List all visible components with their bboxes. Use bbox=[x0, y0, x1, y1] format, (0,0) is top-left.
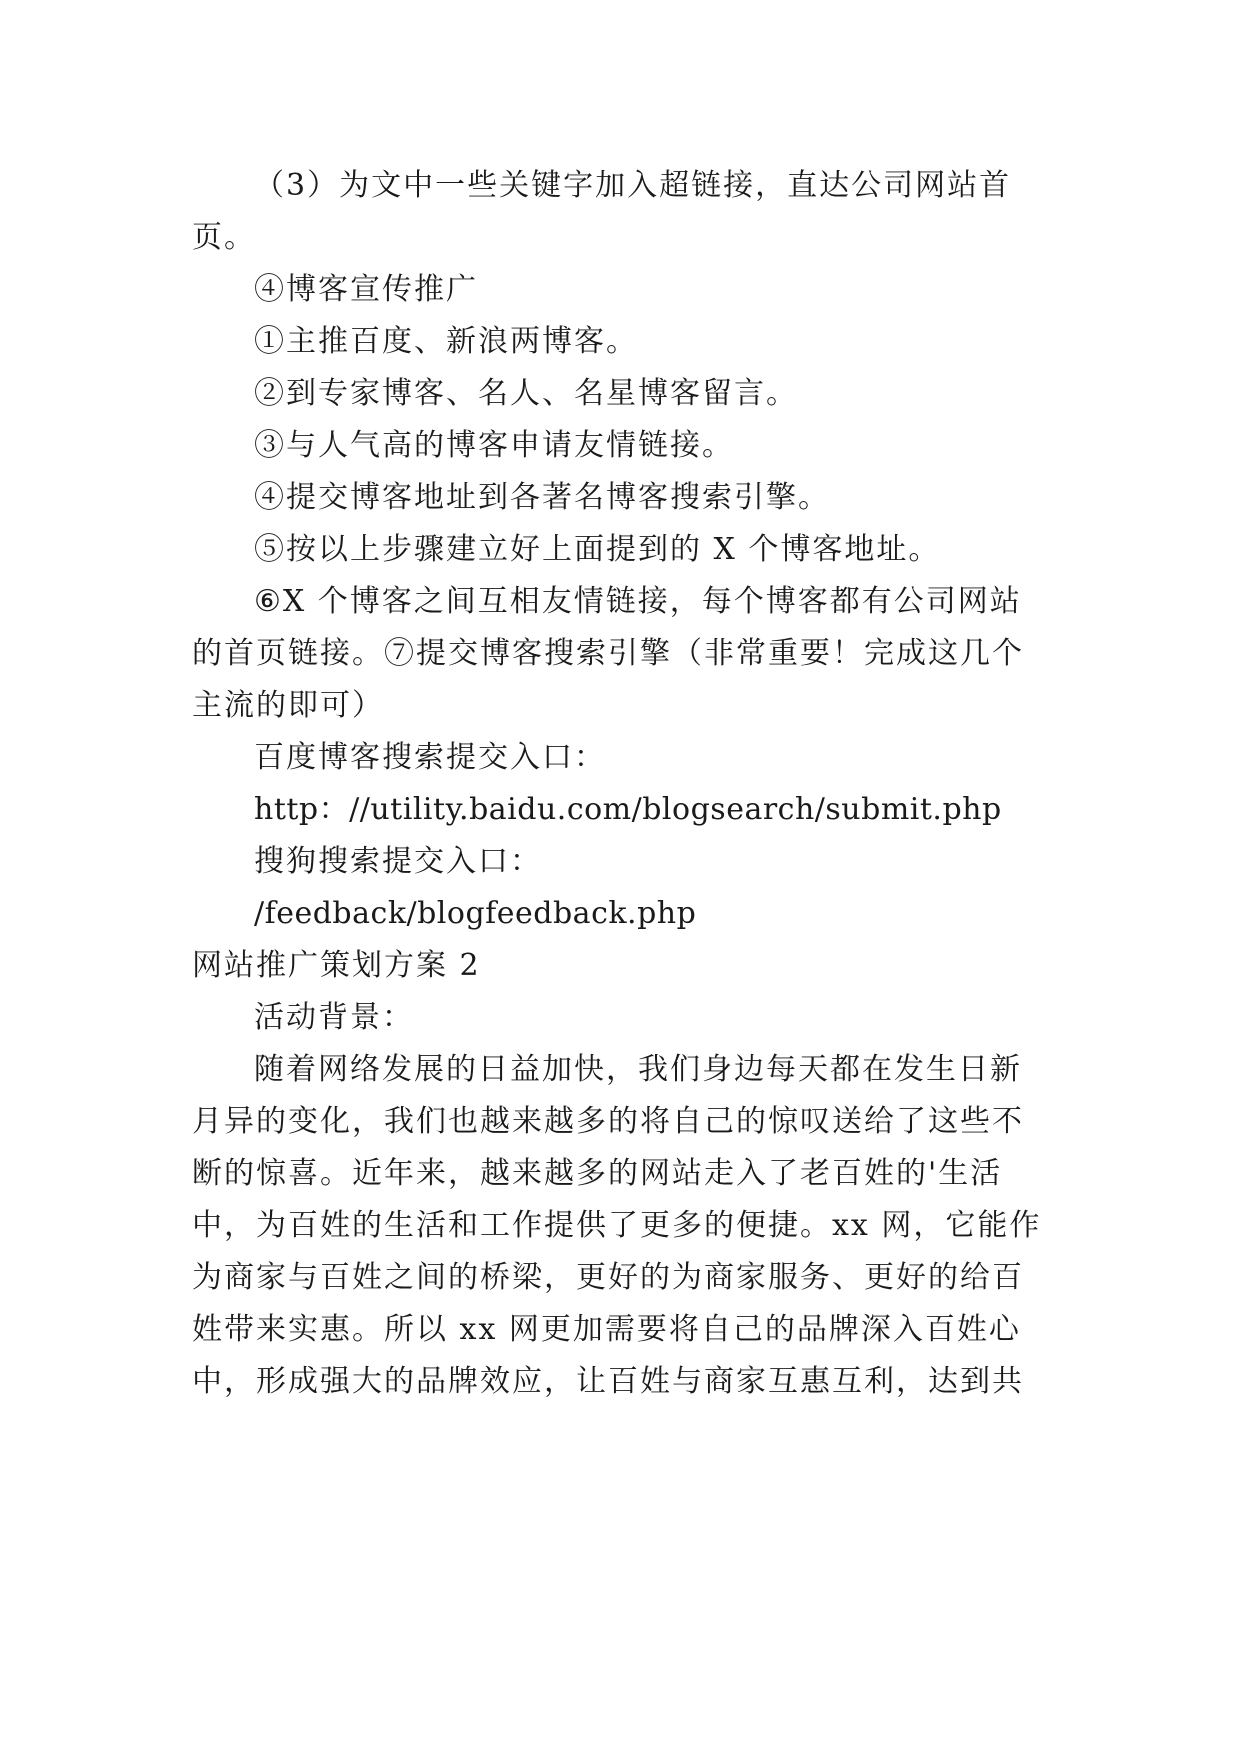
paragraph-line: 为商家与百姓之间的桥梁，更好的为商家服务、更好的给百 bbox=[192, 1260, 1024, 1295]
section-heading: 网站推广策划方案 2 bbox=[192, 948, 481, 983]
paragraph-line: 中，为百姓的生活和工作提供了更多的便捷。xx 网，它能作 bbox=[192, 1208, 1042, 1243]
list-item: ①主推百度、新浪两博客。 bbox=[254, 324, 638, 359]
paragraph-line: 百度博客搜索提交入口： bbox=[254, 740, 606, 775]
paragraph-line: 断的惊喜。近年来，越来越多的网站走入了老百姓的'生活 bbox=[192, 1156, 1003, 1191]
subsection-heading: 活动背景： bbox=[254, 1000, 414, 1035]
list-heading: ④博客宣传推广 bbox=[254, 272, 478, 307]
list-item: ②到专家博客、名人、名星博客留言。 bbox=[254, 376, 798, 411]
paragraph-line: （3）为文中一些关键字加入超链接，直达公司网站首 bbox=[254, 168, 1012, 203]
paragraph-line: 月异的变化，我们也越来越多的将自己的惊叹送给了这些不 bbox=[192, 1104, 1024, 1139]
paragraph-line: 姓带来实惠。所以 xx 网更加需要将自己的品牌深入百姓心 bbox=[192, 1312, 1021, 1347]
paragraph-line: 的首页链接。⑦提交博客搜索引擎（非常重要！完成这几个 bbox=[192, 636, 1024, 671]
paragraph-line: 主流的即可） bbox=[192, 688, 384, 723]
list-item: ⑤按以上步骤建立好上面提到的 X 个博客地址。 bbox=[254, 532, 941, 567]
paragraph-line: 搜狗搜索提交入口： bbox=[254, 844, 542, 879]
list-item: ③与人气高的博客申请友情链接。 bbox=[254, 428, 734, 463]
list-item: ⑥X 个博客之间互相友情链接，每个博客都有公司网站 bbox=[254, 584, 1022, 619]
list-item: ④提交博客地址到各著名博客搜索引擎。 bbox=[254, 480, 830, 515]
paragraph-line: 中，形成强大的品牌效应，让百姓与商家互惠互利，达到共 bbox=[192, 1364, 1024, 1399]
paragraph-line: 页。 bbox=[192, 220, 256, 255]
url-text: http：//utility.baidu.com/blogsearch/submit.php bbox=[254, 792, 1002, 827]
url-text: /feedback/blogfeedback.php bbox=[254, 896, 697, 931]
paragraph-line: 随着网络发展的日益加快，我们身边每天都在发生日新 bbox=[254, 1052, 1022, 1087]
